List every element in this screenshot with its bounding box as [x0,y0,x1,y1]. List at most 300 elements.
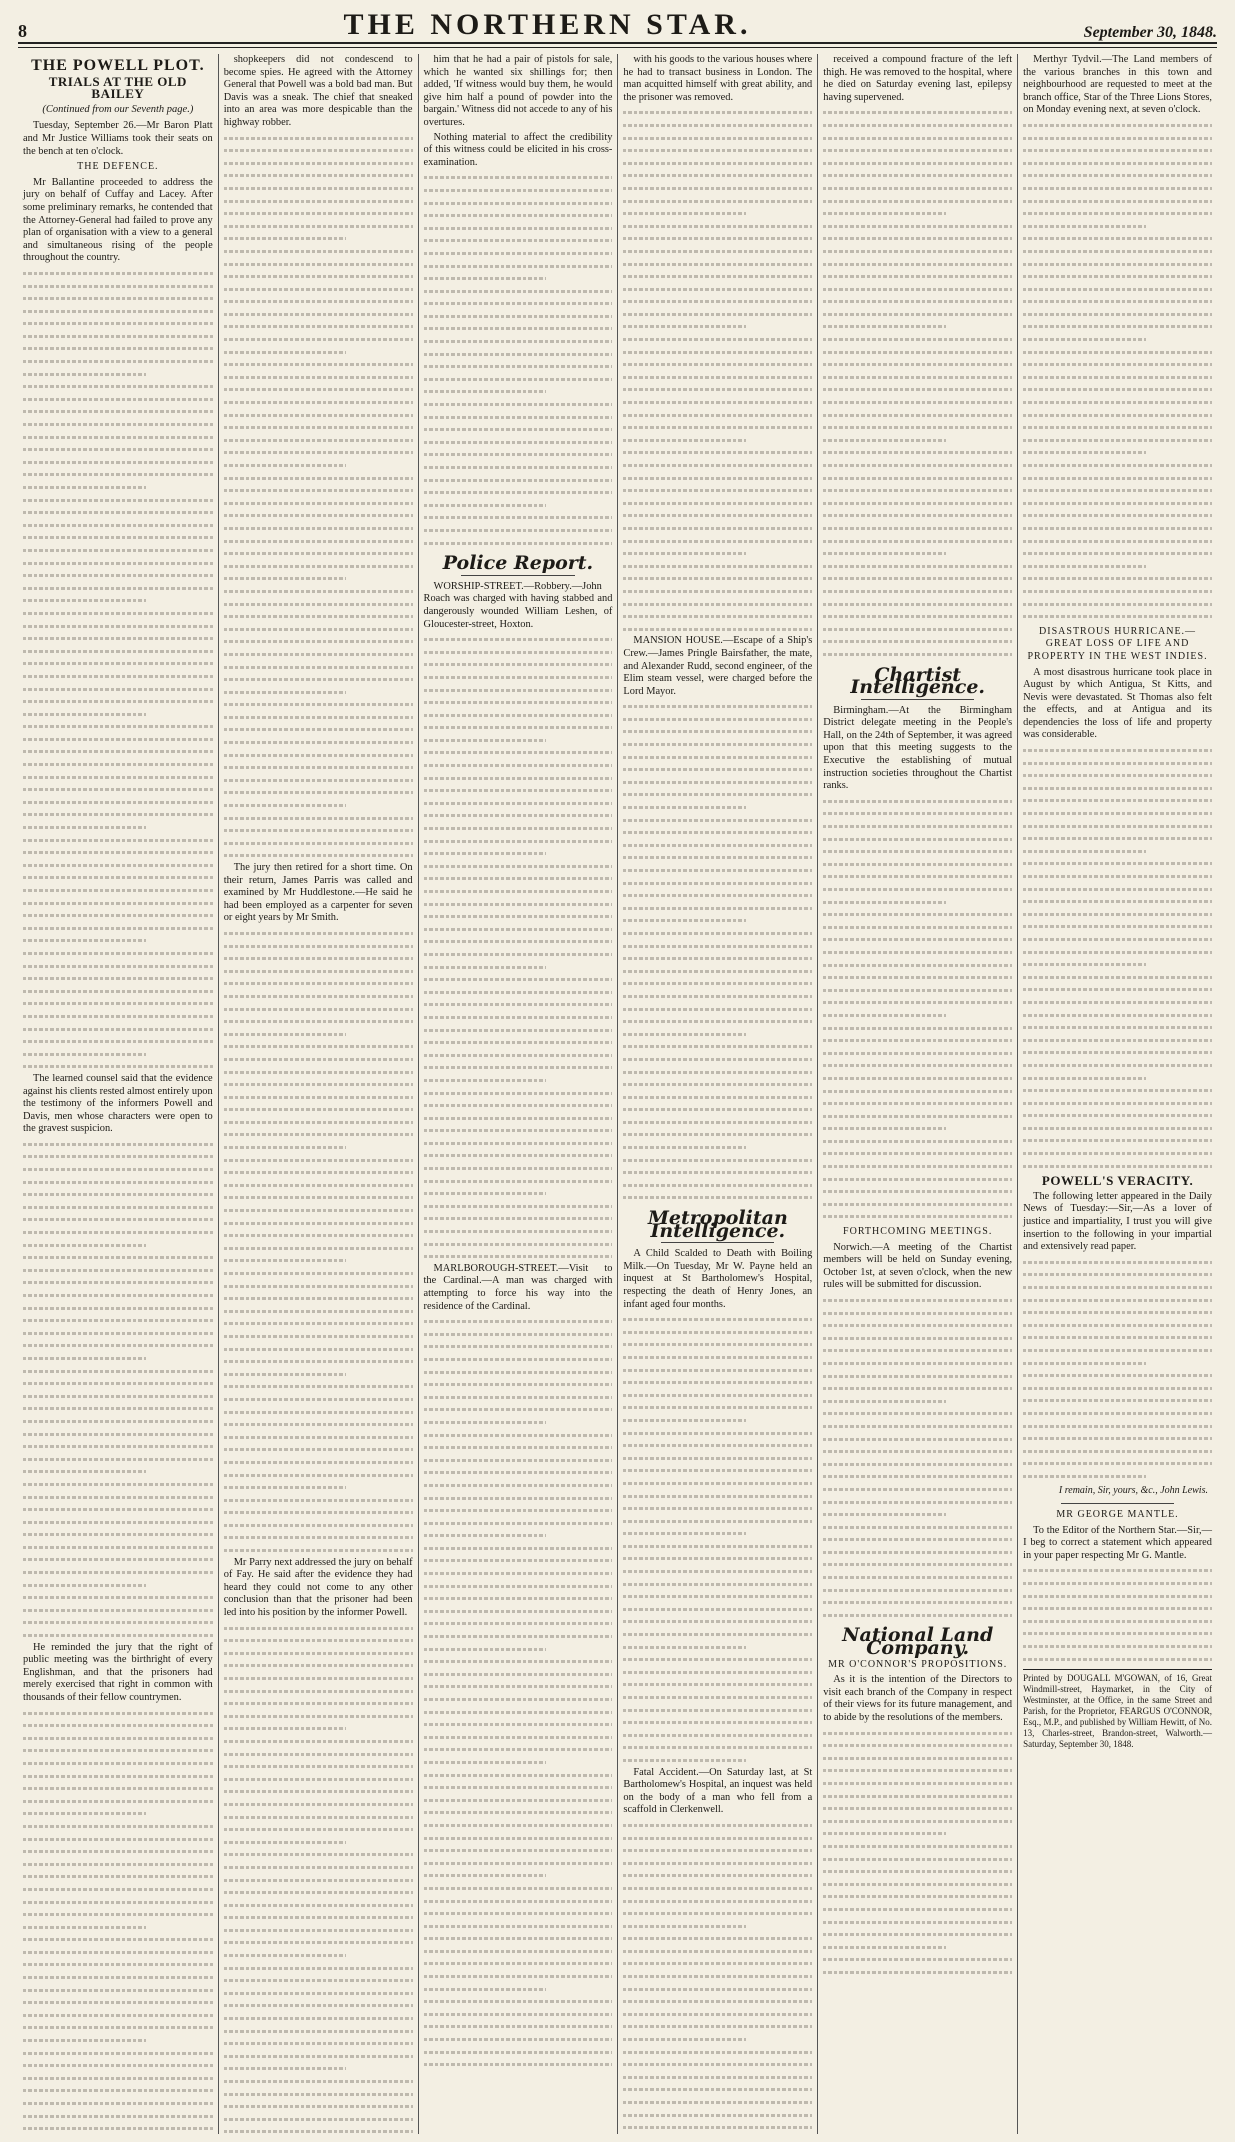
text-line [224,1506,413,1519]
text-line [224,723,413,736]
text-line [224,1760,413,1773]
text-line [623,1338,812,1351]
text-line [823,1928,1012,1941]
text-line [823,1110,1012,1123]
text-line [623,1502,812,1515]
text-line [424,1162,613,1175]
text-line [424,373,613,386]
text-line [224,698,413,711]
text-line [823,560,1012,573]
text-line [224,761,413,774]
text-line [224,1974,413,1987]
text-line [424,1542,613,1555]
illegible-text-block [623,106,812,635]
text-line [23,1365,213,1378]
text-line [823,896,1012,909]
text-line [1023,497,1212,510]
text-line [623,1452,812,1465]
text-line [23,1138,213,1151]
text-line [623,308,812,321]
text-line [424,184,613,197]
text-line [623,1945,812,1958]
text-line [224,1028,413,1041]
text-line [424,1061,613,1074]
text-line [823,1370,1012,1383]
text-line [623,1869,812,1882]
paragraph: him that he had a pair of pistols for sale, which he wanted six shillings for; then added, 'If witness would buy them, he would give him half a pound of powder into the bargain.' Witness did not accede to any of his overtures. [423,54,613,128]
text-line [623,1003,812,1016]
text-line [224,1191,413,1204]
text-line [424,1680,613,1693]
paragraph: Nothing material to affect the credibility of this witness could be elicited in his cross-examination. [423,131,613,168]
text-line [424,973,613,986]
text-line [23,1820,213,1833]
text-line [424,1466,613,1479]
text-line [1023,1109,1212,1122]
text-line [823,220,1012,233]
text-line [224,1697,413,1710]
text-line [23,1629,213,1642]
text-line [424,1225,613,1238]
text-line [1023,1306,1212,1319]
text-line [224,1204,413,1217]
text-line [1023,1021,1212,1034]
text-line [1023,195,1212,208]
text-line [424,335,613,348]
text-line [623,889,812,902]
column-2 [218,54,418,2134]
text-line [224,1456,413,1469]
text-line [224,837,413,850]
text-line [224,1217,413,1230]
text-line [424,1492,613,1505]
text-line [623,851,812,864]
text-line [623,421,812,434]
text-line [424,1479,613,1492]
text-line [623,826,812,839]
text-line [224,195,413,208]
text-line [623,1141,812,1154]
text-line [823,598,1012,611]
text-line [1023,320,1212,333]
text-line [823,1790,1012,1803]
text-line [823,1483,1012,1496]
text-line [224,1836,413,1849]
text-line [823,1508,1012,1521]
illegible-text-block [23,1138,213,1642]
column-1 [18,54,218,2134]
text-line [823,1009,1012,1022]
text-line [424,1869,613,1882]
text-line [1023,383,1212,396]
text-line [823,245,1012,258]
text-line [224,472,413,485]
text-line [224,396,413,409]
text-line [23,2097,213,2110]
text-line [424,797,613,810]
text-line [623,1565,812,1578]
text-line [823,572,1012,585]
text-line [623,132,812,145]
text-line [424,809,613,822]
text-line [1023,883,1212,896]
text-line [23,922,213,935]
text-line [23,1226,213,1239]
text-line [23,1528,213,1541]
text-line [424,197,613,210]
text-line [1023,1369,1212,1382]
text-line [224,1544,413,1557]
text-line [623,220,812,233]
text-line [224,182,413,195]
text-line [1023,920,1212,933]
text-line [623,522,812,535]
text-line [823,933,1012,946]
column-3 [418,54,618,2134]
text-line [823,921,1012,934]
text-line [424,461,613,474]
text-line [224,1722,413,1735]
text-line [1023,1590,1212,1603]
text-line [224,1393,413,1406]
text-line [23,909,213,922]
text-line [424,910,613,923]
text-line [623,1666,812,1679]
text-line [23,1807,213,1820]
text-line [823,1022,1012,1035]
text-line [424,1756,613,1769]
text-line [823,119,1012,132]
text-line [623,585,812,598]
text-line [224,940,413,953]
column-4 [617,54,817,2134]
text-line [424,1049,613,1062]
text-line [23,871,213,884]
text-line [823,207,1012,220]
text-line [1023,1615,1212,1628]
text-line [23,683,213,696]
text-line [623,333,812,346]
illegible-text-block [623,1313,812,1766]
text-line [623,1053,812,1066]
text-line [224,1949,413,1962]
text-line [1023,396,1212,409]
text-line [823,1344,1012,1357]
text-line [224,1317,413,1330]
text-line [23,1858,213,1871]
text-line [823,195,1012,208]
text-line [23,1251,213,1264]
text-line [424,1112,613,1125]
text-line [224,383,413,396]
text-line [1023,522,1212,535]
text-line [224,2025,413,2038]
text-line [1023,933,1212,946]
text-line [823,1433,1012,1446]
text-line [23,934,213,947]
text-line [823,908,1012,921]
text-line [823,1185,1012,1198]
text-line [823,1332,1012,1345]
letter-signoff: I remain, Sir, yours, &c., John Lewis. [1058,1484,1208,1496]
text-line [424,524,613,537]
text-line [224,990,413,1003]
text-line [224,2012,413,2025]
text-line [424,1857,613,1870]
text-line [23,1896,213,1909]
text-line [23,305,213,318]
text-line [623,1641,812,1654]
text-line [224,459,413,472]
text-line [23,1616,213,1629]
text-line [23,1553,213,1566]
text-line [623,1716,812,1729]
text-line [424,671,613,684]
text-line [224,2050,413,2063]
text-line [224,1735,413,1748]
text-line [23,1415,213,1428]
illegible-text-block [823,1727,1012,1979]
text-line [623,295,812,308]
text-line [224,1305,413,1318]
text-line [224,1066,413,1079]
text-line [424,646,613,659]
text-line [224,1811,413,1824]
text-line [1023,782,1212,795]
text-line [23,1478,213,1491]
paragraph: received a compound fracture of the left thigh. He was removed to the hospital, where he died on Saturday evening last, epilepsy having supervened. [823,54,1013,103]
text-line [623,1590,812,1603]
text-line [623,2008,812,2021]
text-line [623,598,812,611]
illegible-text-block [623,1819,812,2134]
text-line [424,1187,613,1200]
george-mantle-heading: MR GEORGE MANTLE. [1056,1509,1179,1521]
text-line [1023,1281,1212,1294]
text-line [823,497,1012,510]
text-line [424,1844,613,1857]
text-line [1023,1602,1212,1615]
text-line [1023,270,1212,283]
text-line [224,1886,413,1899]
text-line [1023,1640,1212,1653]
text-line [823,1533,1012,1546]
text-line [424,1175,613,1188]
text-line [224,157,413,170]
column-6 [1017,54,1217,2134]
illegible-text-block [23,267,213,1073]
text-line [1023,794,1212,807]
text-line [424,1819,613,1832]
text-line [224,409,413,422]
text-line [224,2113,413,2126]
text-line [224,547,413,560]
text-line [1023,560,1212,573]
text-line [424,423,613,436]
text-line [23,1996,213,2009]
text-line [224,635,413,648]
text-line [823,845,1012,858]
text-line [623,1414,812,1427]
text-line [424,486,613,499]
text-line [23,1201,213,1214]
text-line [224,1823,413,1836]
text-line [23,1440,213,1453]
text-line [823,1294,1012,1307]
forthcoming-meetings-heading: FORTHCOMING MEETINGS. [843,1226,993,1238]
text-line [1023,295,1212,308]
text-line [23,1352,213,1365]
text-line [23,1707,213,1720]
text-line [23,1833,213,1846]
text-line [23,1732,213,1745]
text-line [23,783,213,796]
hurricane-heading: DISASTROUS HURRICANE.—GREAT LOSS OF LIFE AND PROPERTY IN THE WEST INDIES. [1027,625,1208,662]
text-line [424,1932,613,1945]
text-line [424,1366,613,1379]
text-line [224,1406,413,1419]
text-line [224,497,413,510]
text-line [224,1443,413,1456]
text-line [823,1903,1012,1916]
text-line [424,448,613,461]
text-line [623,459,812,472]
text-line [23,582,213,595]
columns [18,54,1217,2134]
text-line [224,1861,413,1874]
text-line [23,695,213,708]
text-line [424,222,613,235]
text-line [823,446,1012,459]
text-line [424,1517,613,1530]
text-line [23,405,213,418]
text-line [623,902,812,915]
text-line [623,1653,812,1666]
text-line [823,1890,1012,1903]
text-line [424,234,613,247]
text-line [623,1313,812,1326]
text-line [224,1481,413,1494]
text-line [23,1795,213,1808]
text-line [823,959,1012,972]
text-line [23,1213,213,1226]
text-line [823,1739,1012,1752]
text-line [224,2037,413,2050]
text-line [424,272,613,285]
text-line [823,585,1012,598]
text-line [23,1390,213,1403]
text-line [424,285,613,298]
text-line [424,898,613,911]
text-line [424,835,613,848]
text-line [224,2100,413,2113]
text-line [23,481,213,494]
text-line [23,632,213,645]
text-line [23,557,213,570]
text-line [424,1137,613,1150]
text-line [623,1427,812,1440]
text-line [623,1995,812,2008]
text-line [1023,1294,1212,1307]
text-line [224,623,413,636]
text-line [23,1782,213,1795]
text-line [23,594,213,607]
text-line [224,952,413,965]
text-line [1023,1034,1212,1047]
text-line [424,1315,613,1328]
text-line [424,1983,613,1996]
text-line [1023,119,1212,132]
text-line [23,720,213,733]
text-line [1023,535,1212,548]
text-line [424,411,613,424]
text-line [623,1389,812,1402]
text-line [424,1074,613,1087]
text-line [23,2034,213,2047]
text-line [823,1752,1012,1765]
text-line [823,1815,1012,1828]
text-line [623,1154,812,1167]
text-line [424,499,613,512]
text-line [23,1757,213,1770]
text-line [23,1984,213,1997]
text-line [623,144,812,157]
text-line [623,2121,812,2134]
text-line [23,657,213,670]
text-line [823,984,1012,997]
text-line [623,207,812,220]
text-line [823,1059,1012,1072]
text-line [823,807,1012,820]
text-line [224,1103,413,1116]
text-line [424,1403,613,1416]
illegible-text-block [823,1294,1012,1621]
text-line [424,1995,613,2008]
text-line [224,824,413,837]
text-line [424,1212,613,1225]
text-line [424,1099,613,1112]
text-line [424,860,613,873]
text-line [23,443,213,456]
text-line [224,1685,413,1698]
text-line [224,1924,413,1937]
text-line [823,346,1012,359]
text-line [823,106,1012,119]
text-line [823,1173,1012,1186]
text-line [424,822,613,835]
text-line [623,1895,812,1908]
text-line [823,1558,1012,1571]
text-line [23,897,213,910]
text-line [424,746,613,759]
text-line [424,784,613,797]
text-line [424,209,613,222]
text-line [623,396,812,409]
text-line [823,320,1012,333]
text-line [623,1741,812,1754]
text-line [823,1319,1012,1332]
text-line [623,763,812,776]
text-line [23,1239,213,1252]
text-line [424,1504,613,1517]
text-line [823,1916,1012,1929]
text-line [623,927,812,940]
text-line [224,2062,413,2075]
text-line [23,947,213,960]
text-line [1023,908,1212,921]
text-line [424,1718,613,1731]
text-line [1023,983,1212,996]
